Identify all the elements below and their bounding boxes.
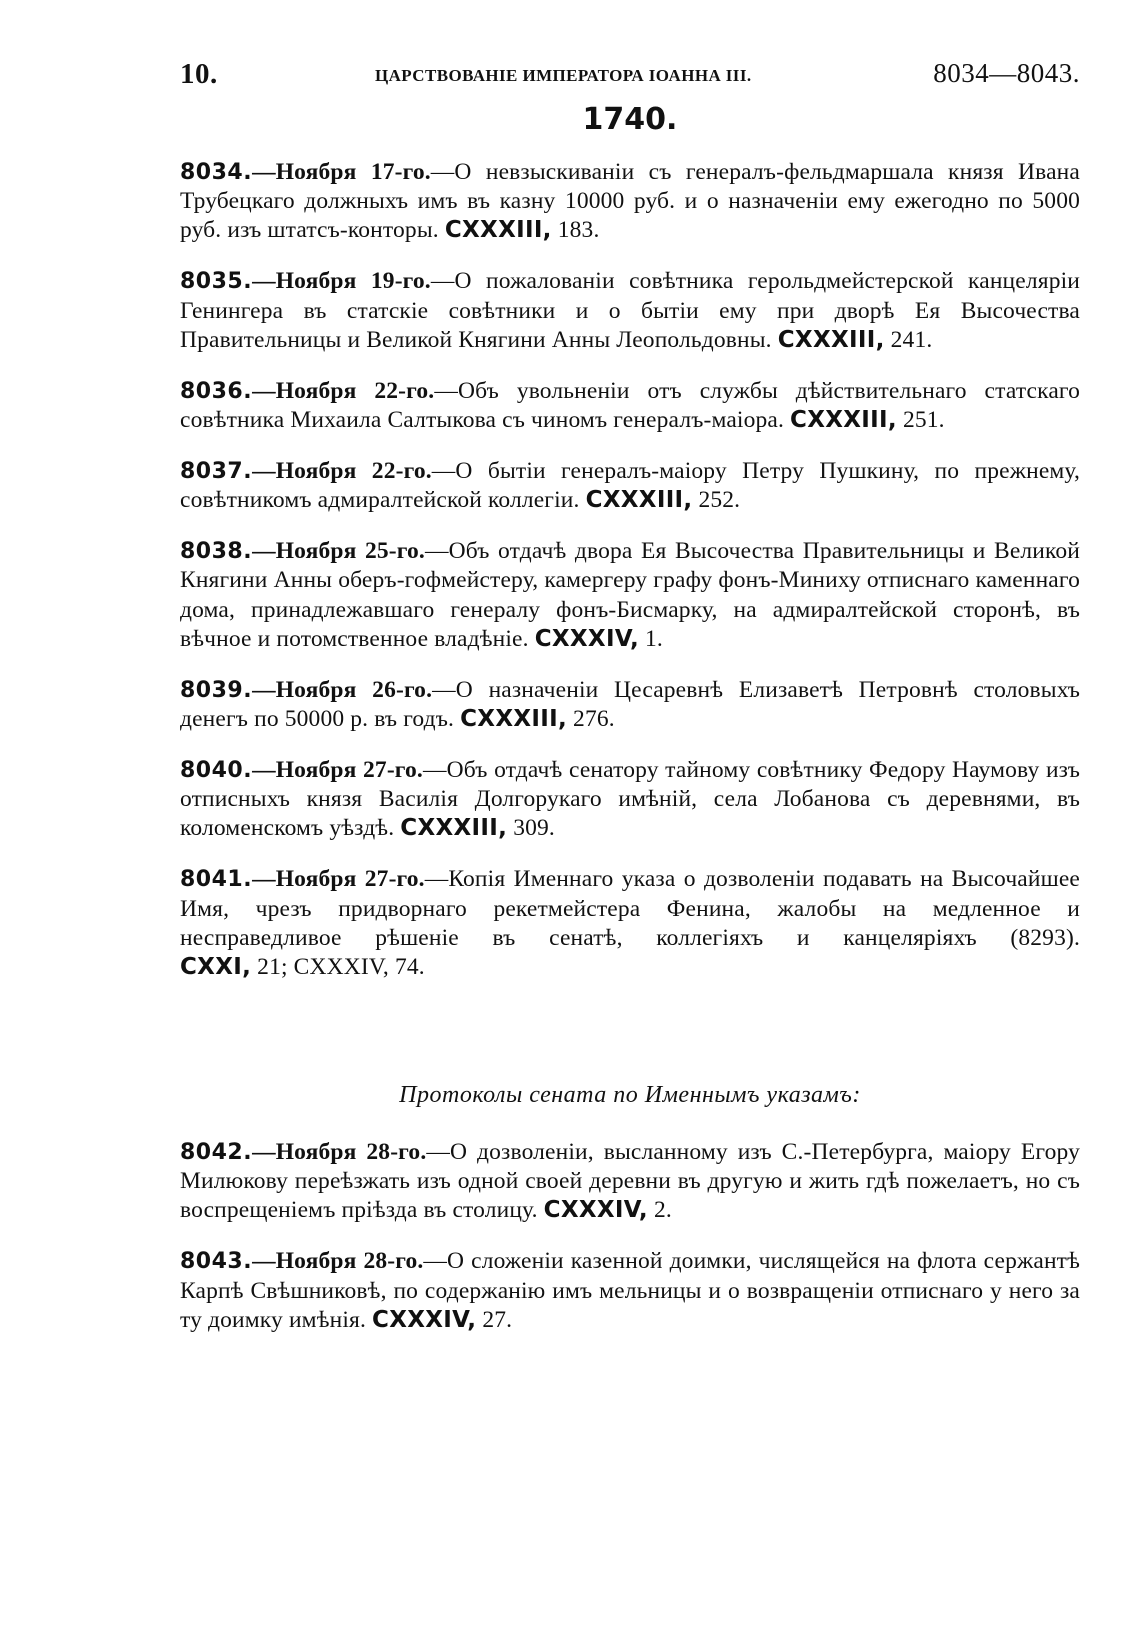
- reference-page: 27.: [476, 1306, 513, 1333]
- reference-page: 276.: [567, 705, 615, 732]
- entry-8041: [180, 865, 1080, 982]
- entry-text: —Объ увольненіи отъ службы дѣйствительнаго статскаго совѣтника Михаила Салтыкова съ чиномъ генералъ-маіора.: [180, 377, 1080, 433]
- reference-page: 251.: [896, 406, 945, 433]
- entry-number: 8041.: [180, 867, 253, 893]
- entry-8038: [180, 537, 1080, 654]
- entry-number: 8037.: [180, 459, 253, 484]
- reference-page: 252.: [692, 487, 741, 514]
- entry-reference: [535, 626, 663, 652]
- entry-date: —Ноября 17-го.: [252, 159, 431, 185]
- entry-8042: [180, 1138, 1080, 1225]
- entry-number-range: 8034—8043.: [933, 58, 1080, 88]
- entry-text: —О назначеніи Цесаревнѣ Елизаветѣ Петровнѣ столовыхъ денегъ по 50000 р. въ годъ.: [180, 676, 1080, 732]
- entry-text: —Объ отдачѣ сенатору тайному совѣтнику Федору Наумову изъ отписныхъ князя Василія Долгорукаго имѣній, села Лобанова съ деревнями, въ коломенскомъ уѣздѣ.: [180, 757, 1081, 842]
- entry-text: —О невзыскиваніи съ генералъ-фельдмаршала князя Ивана Трубецкаго должныхъ имъ въ казну 10000 руб. и о назначеніи ему ежегодно по 5000 руб. изъ штатсъ-конторы.: [180, 159, 1080, 244]
- entry-text: —О бытіи генералъ-маіору Петру Пушкину, по прежнему, совѣтникомъ адмиралтейской коллегіи.: [180, 458, 1080, 514]
- reference-page: 241.: [884, 326, 933, 353]
- protocol-entries-list: [180, 1138, 1080, 1357]
- entry-number: 8042.: [180, 1140, 253, 1165]
- year-heading: 1740.: [582, 102, 678, 137]
- entry-number: 8036.: [180, 378, 253, 404]
- entry-reference: [445, 217, 600, 243]
- entry-number: 8034.: [180, 160, 253, 185]
- entry-text: —Объ отдачѣ двора Ея Высочества Правительницы и Великой Княгини Анны оберъ-гофмейстеру, камергеру графу фонъ-Миниху отписнаго каменнаго дома, принадлежавшаго генералу фонъ-Бисмарку, на адмиралтейской сторонѣ, въ вѣчное и потомственное владѣніе.: [180, 538, 1080, 652]
- entry-8040: [180, 756, 1080, 843]
- entry-date: —Ноября 22-го.: [252, 458, 432, 484]
- entry-number: 8039.: [180, 677, 253, 703]
- entry-reference: [180, 954, 425, 980]
- entry-number: 8040.: [180, 758, 253, 783]
- entry-text: —О дозволеніи, высланному изъ С.-Петербурга, маіору Егору Милюкову переѣзжать изъ одной своей деревни въ другую и жить гдѣ пожелаетъ, но съ воспрещеніемъ пріѣзда въ столицу.: [180, 1139, 1080, 1224]
- entries-list: [180, 158, 1080, 1004]
- reference-page: 2.: [647, 1197, 672, 1224]
- entry-reference: [586, 487, 741, 513]
- page-number: 10.: [180, 58, 218, 90]
- entry-number: 8043.: [180, 1249, 253, 1275]
- reference-page: 1.: [639, 625, 663, 652]
- entry-text: —О сложеніи казенной доимки, числящейся на флота сержантѣ Карпѣ Свѣшниковѣ, по содержанію имъ мельницы и о возвращеніи отписнаго у него за ту доимку имѣнія.: [180, 1248, 1081, 1333]
- reference-page: 21; CXXXIV, 74.: [251, 953, 425, 980]
- entry-8039: [180, 676, 1080, 734]
- section-heading: Протоколы сената по Именнымъ указамъ:: [399, 1082, 861, 1108]
- reference-volume: CXXXIII,: [585, 487, 693, 514]
- reference-volume: CXXI,: [180, 953, 252, 980]
- reference-volume: CXXXIII,: [777, 326, 885, 353]
- entry-date: —Ноября 27-го.: [252, 866, 425, 893]
- reference-volume: CXXXIII,: [444, 217, 552, 244]
- entry-date: —Ноября 19-го.: [252, 268, 431, 295]
- entry-reference: [778, 327, 933, 353]
- reference-volume: CXXXIV,: [372, 1306, 477, 1333]
- entry-date: —Ноября 27-го.: [252, 757, 423, 783]
- entry-date: —Ноября 28-го.: [252, 1248, 424, 1275]
- reference-page: 183.: [551, 217, 600, 244]
- entry-reference: [400, 815, 555, 841]
- reference-volume: CXXXIV,: [543, 1197, 648, 1224]
- reference-volume: CXXXIV,: [534, 625, 639, 652]
- entry-text: —О пожалованіи совѣтника герольдмейстерской канцеляріи Генингера въ статскіе совѣтники и о бытіи ему при дворѣ Ея Высочества Правительницы и Великой Княгини Анны Леопольдовны.: [180, 268, 1080, 353]
- entry-8034: [180, 158, 1080, 245]
- page-header: [180, 58, 1080, 98]
- reference-volume: CXXXIII,: [400, 815, 508, 842]
- entry-8043: [180, 1247, 1080, 1334]
- entry-reference: [544, 1197, 672, 1223]
- entry-date: —Ноября 28-го.: [252, 1139, 427, 1165]
- entry-date: —Ноября 25-го.: [252, 538, 425, 565]
- entry-reference: [460, 706, 615, 732]
- entry-8037: [180, 457, 1080, 515]
- entry-text: —Копія Именнаго указа о дозволеніи подавать на Высочайшее Имя, чрезъ придворнаго рекетмейстера Фенина, жалобы на медленное и несправедливое рѣшеніе въ сенатѣ, коллегіяхъ и канцеляріяхъ (8293).: [180, 866, 1080, 951]
- entry-number: 8035.: [180, 269, 253, 295]
- entry-reference: [372, 1307, 512, 1333]
- reference-page: 309.: [507, 815, 555, 842]
- entry-date: —Ноября 22-го.: [252, 377, 435, 404]
- entry-8035: [180, 267, 1080, 354]
- entry-8036: [180, 377, 1080, 435]
- entry-date: —Ноября 26-го.: [252, 676, 433, 703]
- running-title: ЦАРСТВОВАНІЕ ИМПЕРАТОРА ІОАННА III.: [375, 66, 752, 85]
- reference-volume: CXXXIII,: [790, 406, 897, 433]
- entry-reference: [790, 407, 945, 433]
- reference-volume: CXXXIII,: [460, 705, 568, 732]
- entry-number: 8038.: [180, 539, 253, 565]
